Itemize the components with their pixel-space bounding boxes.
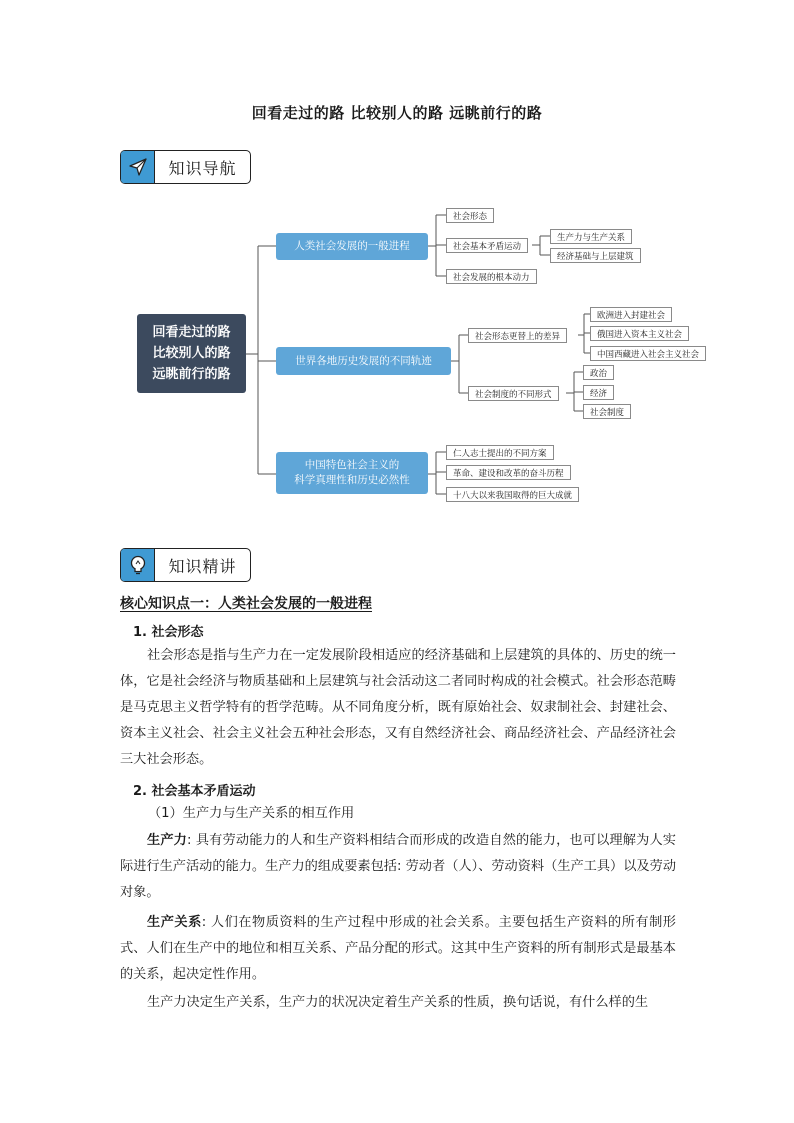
node-different-schemes: 仁人志士提出的不同方案	[446, 445, 554, 460]
productivity-term: 生产力	[147, 833, 188, 848]
root-line-2: 比较别人的路	[152, 346, 231, 361]
badge-label: 知识导航	[168, 158, 237, 178]
relations-term: 生产关系	[147, 915, 202, 930]
node-fundamental-driver: 社会发展的根本动力	[446, 269, 537, 284]
node-social-system: 社会制度	[583, 404, 631, 419]
root-line-1: 回看走过的路	[152, 325, 231, 340]
relations-paragraph	[120, 910, 676, 988]
node-form-differences: 社会形态更替上的差异	[468, 328, 567, 343]
branch-different-tracks: 世界各地历史发展的不同轨迹	[276, 347, 451, 375]
node-politics: 政治	[583, 365, 614, 380]
productivity-text: : 具有劳动能力的人和生产资料相结合而形成的改造自然的能力，也可以理解为人实际进行生产活动的能力。生产力的组成要素包括: 劳动者（人）、劳动资料（生产工具）以及劳动对象。	[120, 833, 676, 900]
root-line-3: 远眺前行的路	[152, 367, 231, 382]
section-1-heading: 1. 社会形态	[133, 625, 204, 640]
section-1-text: 社会形态是指与生产力在一定发展阶段相适应的经济基础和上层建筑的具体的、历史的统一体，它是社会经济与物质基础和上层建筑与社会活动这二者同时构成的社会模式。社会形态范畴是马克思主义哲学特有的哲学范畴。从不同角度分析，既有原始社会、奴隶制社会、封建社会、资本主义社会、社会主义社会五种社会形态，又有自然经济社会、商品经济社会、产品经济社会三大社会形态。	[120, 648, 676, 767]
node-productivity-relations: 生产力与生产关系	[550, 229, 632, 244]
relations-text: : 人们在物质资料的生产过程中形成的社会关系。主要包括生产资料的所有制形式、人们在生产中的地位和相互关系、产品分配的形式。这其中生产资料的所有制形式是最基本的关系，起决定性作用。	[120, 915, 676, 982]
branch3-line-1: 中国特色社会主义的	[304, 459, 400, 471]
node-basic-contradiction: 社会基本矛盾运动	[446, 238, 528, 253]
node-system-forms: 社会制度的不同形式	[468, 386, 559, 401]
section-2-heading: 2. 社会基本矛盾运动	[133, 784, 256, 799]
node-struggle-history: 革命、建设和改革的奋斗历程	[446, 465, 571, 480]
node-social-form: 社会形态	[446, 208, 494, 223]
branch-socialism-chinese	[276, 452, 428, 494]
lightbulb-icon	[121, 549, 155, 581]
final-paragraph: 生产力决定生产关系，生产力的状况决定着生产关系的性质，换句话说，有什么样的生	[147, 995, 649, 1010]
badge-label: 知识精讲	[168, 556, 237, 576]
mindmap-root	[137, 314, 246, 393]
node-europe-feudal: 欧洲进入封建社会	[590, 307, 672, 322]
node-achievements: 十八大以来我国取得的巨大成就	[446, 487, 579, 502]
node-economy: 经济	[583, 385, 614, 400]
node-base-superstructure: 经济基础与上层建筑	[550, 248, 641, 263]
section-2-sub: （1）生产力与生产关系的相互作用	[148, 806, 355, 821]
document-title: 回看走过的路 比较别人的路 远眺前行的路	[251, 104, 543, 122]
node-russia-capitalist: 俄国进入资本主义社会	[590, 326, 689, 341]
knowledge-explain-badge	[120, 548, 251, 582]
productivity-paragraph	[120, 828, 676, 906]
node-tibet-socialist: 中国西藏进入社会主义社会	[590, 346, 706, 361]
core-heading: 核心知识点一：人类社会发展的一般进程	[120, 596, 372, 612]
branch3-line-2: 科学真理性和历史必然性	[294, 474, 410, 486]
branch-general-process: 人类社会发展的一般进程	[276, 233, 428, 260]
